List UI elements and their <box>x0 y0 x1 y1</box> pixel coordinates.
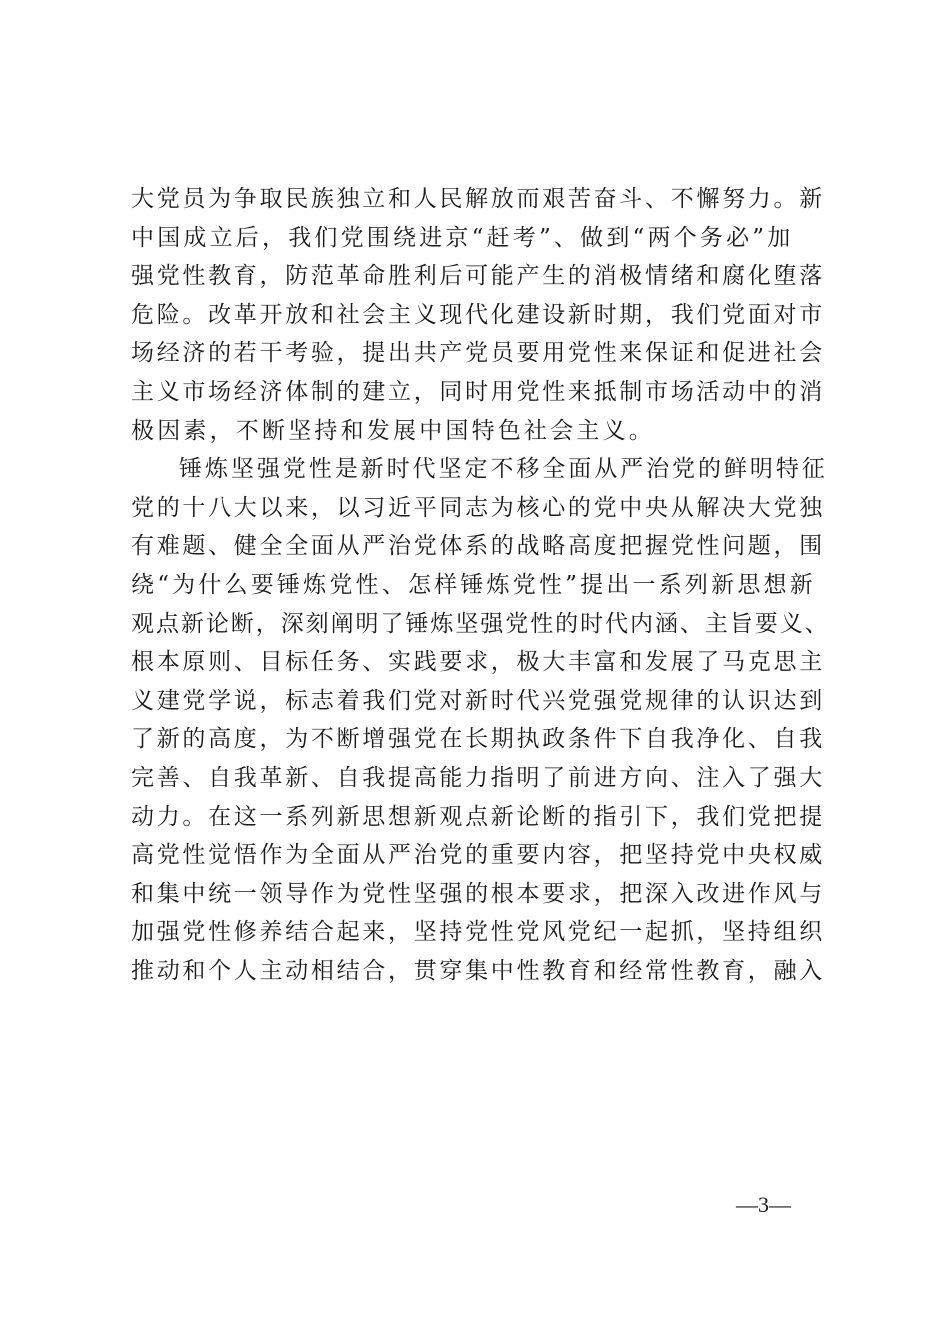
text-line: 有难题、健全全面从严治党体系的战略高度把握党性问题，围 <box>131 533 825 560</box>
text-line: 和集中统一领导作为党性坚强的根本要求，把深入改进作风与 <box>131 880 825 907</box>
text-line: 了新的高度，为不断增强党在长期执政条件下自我净化、自我 <box>131 726 825 753</box>
text-line: 强党性教育，防范革命胜利后可能产生的消极情绪和腐化堕落 <box>131 263 825 290</box>
text-line: 党的十八大以来，以习近平同志为核心的党中央从解决大党独 <box>131 494 825 521</box>
text-line: 危险。改革开放和社会主义现代化建设新时期，我们党面对市 <box>131 301 825 328</box>
text-line: 观点新论断，深刻阐明了锤炼坚强党性的时代内涵、主旨要义、 <box>131 610 830 637</box>
text-line: 绕“为什么要锤炼党性、怎样锤炼党性”提出一系列新思想新 <box>131 571 816 598</box>
text-line: 加强党性修养结合起来，坚持党性党风党纪一起抓，坚持组织 <box>131 919 825 946</box>
text-line: 高党性觉悟作为全面从严治党的重要内容，把坚持党中央权威 <box>131 842 825 869</box>
body-text <box>131 180 831 990</box>
page-number: —3— <box>736 1192 791 1217</box>
text-line: 义建党学说，标志着我们党对新时代兴党强党规律的认识达到 <box>131 687 825 714</box>
text-line: 极因素，不断坚持和发展中国特色社会主义。 <box>131 417 655 444</box>
text-line: 大党员为争取民族独立和人民解放而艰苦奋斗、不懈努力。新 <box>131 186 825 212</box>
text-line: 主义市场经济体制的建立，同时用党性来抵制市场活动中的消 <box>131 378 825 405</box>
text-line: 动力。在这一系列新思想新观点新论断的指引下，我们党把提 <box>131 803 825 830</box>
text-line: 中国成立后，我们党围绕进京“赶考”、做到“两个务必”加 <box>131 224 794 251</box>
text-line: 根本原则、目标任务、实践要求，极大丰富和发展了马克思主 <box>131 649 825 676</box>
paragraph-heading-line: 锤炼坚强党性是新时代坚定不移全面从严治党的鲜明特征 <box>179 456 828 483</box>
text-line: 推动和个人主动相结合，贯穿集中性教育和经常性教育，融入 <box>131 957 825 984</box>
text-line: 完善、自我革新、自我提高能力指明了前进方向、注入了强大 <box>131 764 825 791</box>
text-line: 场经济的若干考验，提出共产党员要用党性来保证和促进社会 <box>131 340 825 367</box>
